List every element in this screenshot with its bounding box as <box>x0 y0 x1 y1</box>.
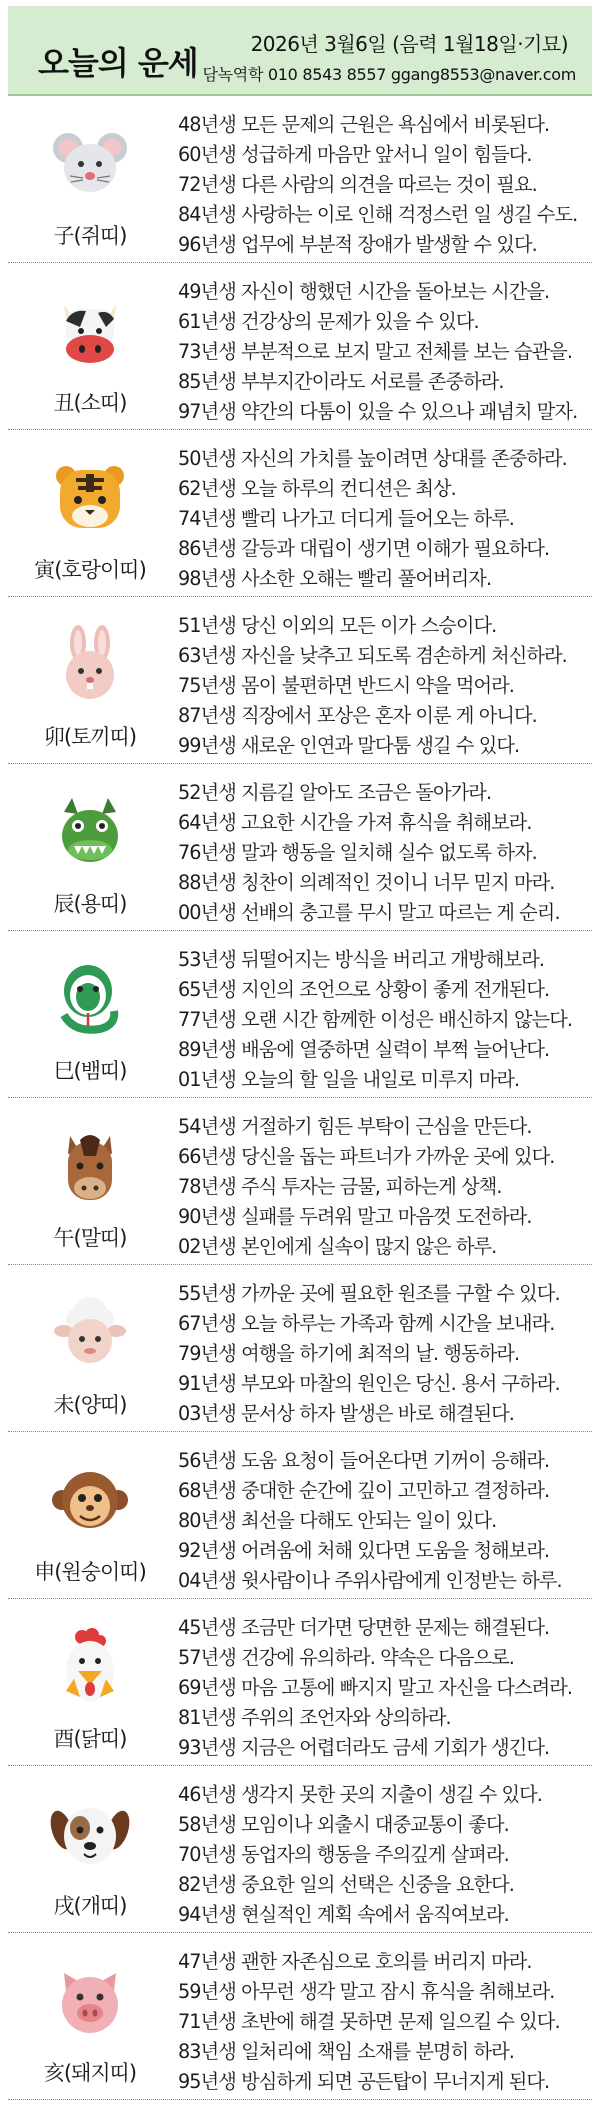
date-line: 2026년 3월6일 (음력 1월18일·기묘) <box>250 32 568 56</box>
fortune-line: 78년생 주식 투자는 금물, 피하는게 상책. <box>178 1175 502 1198</box>
dragon-icon <box>50 792 130 872</box>
fortune-line: 66년생 당신을 돕는 파트너가 가까운 곳에 있다. <box>178 1145 555 1168</box>
zodiac-animal <box>8 597 172 763</box>
fortune-line: 88년생 칭찬이 의례적인 것이니 너무 믿지 마라. <box>178 871 555 894</box>
fortune-lines <box>172 1265 560 1431</box>
fortune-line: 95년생 방심하게 되면 공든탑이 무너지게 된다. <box>178 2070 550 2093</box>
fortune-lines <box>172 597 567 763</box>
zodiac-row <box>8 931 592 1098</box>
fortune-line: 92년생 어려움에 처해 있다면 도움을 청해보라. <box>178 1539 550 1562</box>
monkey-icon <box>50 1460 130 1540</box>
fortune-line: 86년생 갈등과 대립이 생기면 이해가 필요하다. <box>178 537 550 560</box>
fortune-line: 57년생 건강에 유의하라. 약속은 다음으로. <box>178 1646 514 1669</box>
fortune-line: 54년생 거절하기 힘든 부탁이 근심을 만든다. <box>178 1115 532 1138</box>
fortune-line: 97년생 약간의 다툼이 있을 수 있으나 괘념치 말자. <box>178 400 578 423</box>
fortune-line: 55년생 가까운 곳에 필요한 원조를 구할 수 있다. <box>178 1282 560 1305</box>
fortune-line: 91년생 부모와 마찰의 원인은 당신. 용서 구하라. <box>178 1372 560 1395</box>
zodiac-row <box>8 597 592 764</box>
fortune-line: 49년생 자신이 행했던 시간을 돌아보는 시간을. <box>178 280 550 303</box>
zodiac-animal <box>8 1432 172 1598</box>
fortune-line: 82년생 중요한 일의 선택은 신중을 요한다. <box>178 1873 514 1896</box>
fortune-line: 61년생 건강상의 문제가 있을 수 있다. <box>178 310 479 333</box>
fortune-line: 53년생 뒤떨어지는 방식을 버리고 개방해보라. <box>178 948 545 971</box>
fortune-line: 63년생 자신을 낮추고 되도록 겸손하게 처신하라. <box>178 644 567 667</box>
zodiac-row <box>8 1933 592 2100</box>
fortune-line: 99년생 새로운 인연과 말다툼 생길 수 있다. <box>178 734 520 757</box>
fortune-line: 62년생 오늘 하루의 컨디션은 최상. <box>178 477 456 500</box>
zodiac-label: 辰(용띠) <box>53 892 127 916</box>
fortune-lines <box>172 764 560 930</box>
zodiac-row <box>8 764 592 931</box>
fortune-line: 46년생 생각지 못한 곳의 지출이 생길 수 있다. <box>178 1783 543 1806</box>
fortune-line: 01년생 오늘의 할 일을 내일로 미루지 마라. <box>178 1068 520 1091</box>
fortune-line: 96년생 업무에 부분적 장애가 발생할 수 있다. <box>178 233 537 256</box>
fortune-line: 50년생 자신의 가치를 높이려면 상대를 존중하라. <box>178 447 567 470</box>
fortune-lines <box>172 96 577 262</box>
rooster-icon <box>50 1627 130 1707</box>
horse-icon <box>50 1126 130 1206</box>
fortune-line: 47년생 괜한 자존심으로 호의를 버리지 마라. <box>178 1950 532 1973</box>
fortune-lines <box>172 1599 572 1765</box>
zodiac-label: 午(말띠) <box>53 1226 127 1250</box>
fortune-line: 70년생 동업자의 행동을 주의깊게 살펴라. <box>178 1843 509 1866</box>
fortune-lines <box>172 430 567 596</box>
zodiac-label: 丑(소띠) <box>53 391 127 415</box>
header <box>8 6 592 96</box>
page-title: 오늘의 운세 <box>38 44 198 82</box>
fortune-lines <box>172 1432 562 1598</box>
zodiac-list <box>8 96 592 2100</box>
fortune-line: 64년생 고요한 시간을 가져 휴식을 취해보라. <box>178 811 532 834</box>
fortune-line: 74년생 빨리 나가고 더디게 들어오는 하루. <box>178 507 514 530</box>
zodiac-label: 寅(호랑이띠) <box>34 558 146 582</box>
zodiac-row <box>8 430 592 597</box>
snake-icon <box>50 959 130 1039</box>
contact-line: 담녹역학 010 8543 8557 ggang8553@naver.com <box>202 65 576 84</box>
fortune-lines <box>172 263 577 429</box>
pig-icon <box>50 1961 130 2041</box>
fortune-line: 69년생 마음 고통에 빠지지 말고 자신을 다스려라. <box>178 1676 573 1699</box>
fortune-line: 04년생 윗사람이나 주위사람에게 인정받는 하루. <box>178 1569 562 1592</box>
fortune-line: 84년생 사랑하는 이로 인해 걱정스런 일 생길 수도. <box>178 203 578 226</box>
zodiac-animal <box>8 430 172 596</box>
zodiac-label: 子(쥐띠) <box>53 224 127 248</box>
zodiac-label: 卯(토끼띠) <box>43 725 137 749</box>
fortune-line: 02년생 본인에게 실속이 많지 않은 하루. <box>178 1235 497 1258</box>
zodiac-row <box>8 1265 592 1432</box>
zodiac-animal <box>8 1265 172 1431</box>
fortune-line: 87년생 직장에서 포상은 혼자 이룬 게 아니다. <box>178 704 537 727</box>
fortune-lines <box>172 1766 542 1932</box>
fortune-line: 03년생 문서상 하자 발생은 바로 해결된다. <box>178 1402 514 1425</box>
zodiac-animal <box>8 1933 172 2099</box>
fortune-line: 94년생 현실적인 계획 속에서 움직여보라. <box>178 1903 509 1926</box>
fortune-line: 68년생 중대한 순간에 깊이 고민하고 결정하라. <box>178 1479 550 1502</box>
fortune-line: 81년생 주위의 조언자와 상의하라. <box>178 1706 451 1729</box>
cow-icon <box>50 291 130 371</box>
fortune-line: 85년생 부부지간이라도 서로를 존중하라. <box>178 370 504 393</box>
zodiac-animal <box>8 1766 172 1932</box>
fortune-line: 51년생 당신 이외의 모든 이가 스승이다. <box>178 614 497 637</box>
fortune-lines <box>172 1933 560 2099</box>
zodiac-row <box>8 1432 592 1599</box>
zodiac-row <box>8 263 592 430</box>
zodiac-label: 戌(개띠) <box>53 1894 127 1918</box>
fortune-line: 71년생 초반에 해결 못하면 문제 일으킬 수 있다. <box>178 2010 560 2033</box>
tiger-icon <box>50 458 130 538</box>
zodiac-label: 未(양띠) <box>53 1393 127 1417</box>
fortune-line: 59년생 아무런 생각 말고 잠시 휴식을 취해보라. <box>178 1980 555 2003</box>
zodiac-row <box>8 1599 592 1766</box>
fortune-line: 98년생 사소한 오해는 빨리 풀어버리자. <box>178 567 492 590</box>
zodiac-label: 巳(뱀띠) <box>53 1059 127 1083</box>
zodiac-row <box>8 1098 592 1265</box>
zodiac-label: 酉(닭띠) <box>53 1727 127 1751</box>
zodiac-animal <box>8 263 172 429</box>
fortune-line: 60년생 성급하게 마음만 앞서니 일이 힘들다. <box>178 143 532 166</box>
zodiac-animal <box>8 764 172 930</box>
fortune-line: 52년생 지름길 알아도 조금은 돌아가라. <box>178 781 492 804</box>
fortune-line: 89년생 배움에 열중하면 실력이 부쩍 늘어난다. <box>178 1038 550 1061</box>
fortune-line: 77년생 오랜 시간 함께한 이성은 배신하지 않는다. <box>178 1008 573 1031</box>
fortune-line: 83년생 일처리에 책임 소재를 분명히 하라. <box>178 2040 514 2063</box>
fortune-line: 93년생 지금은 어렵더라도 금세 기회가 생긴다. <box>178 1736 550 1759</box>
zodiac-animal <box>8 1098 172 1264</box>
fortune-line: 45년생 조금만 더가면 당면한 문제는 해결된다. <box>178 1616 550 1639</box>
fortune-line: 48년생 모든 문제의 근원은 욕심에서 비롯된다. <box>178 113 550 136</box>
zodiac-animal <box>8 1599 172 1765</box>
fortune-line: 67년생 오늘 하루는 가족과 함께 시간을 보내라. <box>178 1312 555 1335</box>
zodiac-row <box>8 96 592 263</box>
fortune-line: 73년생 부분적으로 보지 말고 전체를 보는 습관을. <box>178 340 573 363</box>
fortune-line: 72년생 다른 사람의 의견을 따르는 것이 필요. <box>178 173 537 196</box>
fortune-line: 58년생 모임이나 외출시 대중교통이 좋다. <box>178 1813 509 1836</box>
fortune-line: 00년생 선배의 충고를 무시 말고 따르는 게 순리. <box>178 901 560 924</box>
fortune-lines <box>172 1098 554 1264</box>
fortune-line: 75년생 몸이 불편하면 반드시 약을 먹어라. <box>178 674 514 697</box>
rabbit-icon <box>50 625 130 705</box>
zodiac-label: 申(원숭이띠) <box>34 1560 146 1584</box>
rat-icon <box>50 124 130 204</box>
fortune-line: 65년생 지인의 조언으로 상황이 좋게 전개된다. <box>178 978 550 1001</box>
zodiac-animal <box>8 931 172 1097</box>
dog-icon <box>50 1794 130 1874</box>
fortune-line: 90년생 실패를 두려워 말고 마음껏 도전하라. <box>178 1205 532 1228</box>
fortune-lines <box>172 931 572 1097</box>
zodiac-label: 亥(돼지띠) <box>43 2061 137 2085</box>
zodiac-row <box>8 1766 592 1933</box>
fortune-line: 79년생 여행을 하기에 최적의 날. 행동하라. <box>178 1342 520 1365</box>
fortune-line: 76년생 말과 행동을 일치해 실수 없도록 하자. <box>178 841 537 864</box>
fortune-line: 56년생 도움 요청이 들어온다면 기꺼이 응해라. <box>178 1449 550 1472</box>
sheep-icon <box>50 1293 130 1373</box>
fortune-line: 80년생 최선을 다해도 안되는 일이 있다. <box>178 1509 497 1532</box>
zodiac-animal <box>8 96 172 262</box>
